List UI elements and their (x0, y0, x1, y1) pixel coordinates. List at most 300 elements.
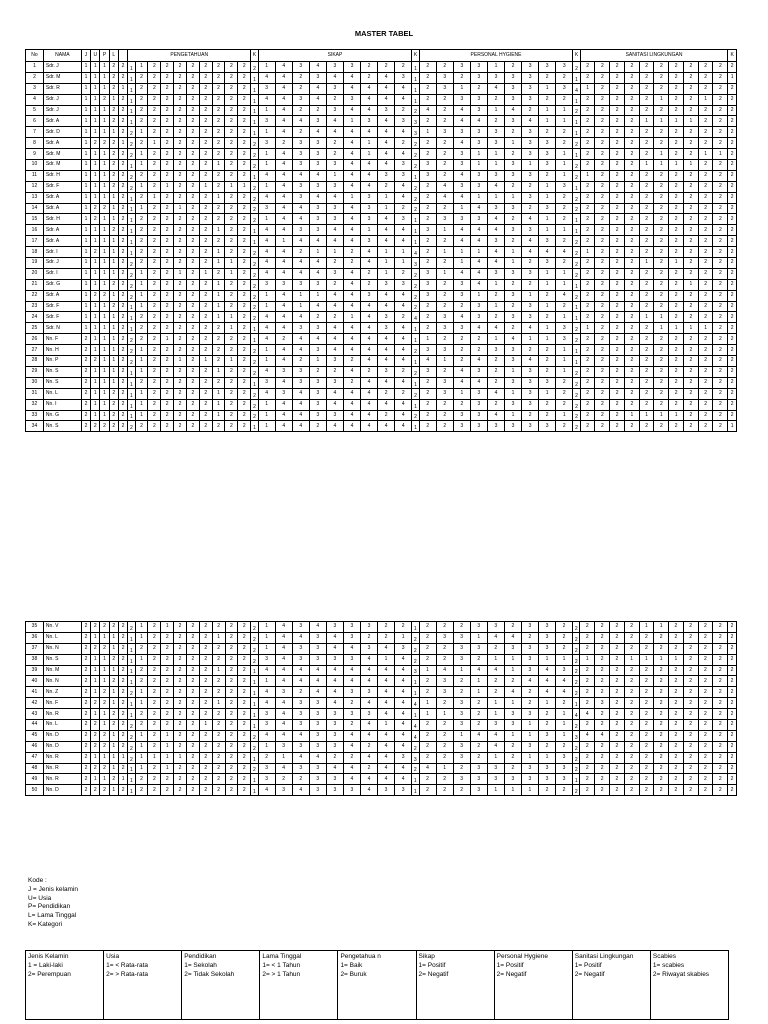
hygiene-score: 2 (419, 632, 436, 643)
sikap-score: 1 (258, 632, 275, 643)
sanitasi-score: 2 (654, 258, 669, 269)
final-category: 2 (728, 752, 737, 763)
sanitasi-score: 1 (669, 258, 684, 269)
demographic-code: 1 (81, 116, 90, 127)
sanitasi-score: 2 (624, 741, 639, 752)
hygiene-score: 3 (470, 127, 487, 138)
sikap-category: 1 (251, 752, 258, 763)
pengetahuan-category: 1 (128, 785, 135, 796)
sanitasi-score: 2 (683, 105, 698, 116)
sanitasi-score: 2 (580, 225, 595, 236)
hygiene-score: 1 (505, 192, 522, 203)
code-key (28, 877, 78, 930)
hygiene-score: 3 (453, 149, 470, 160)
sanitasi-score: 2 (595, 127, 610, 138)
pengetahuan-score: 2 (199, 62, 212, 73)
pengetahuan-score: 2 (161, 192, 174, 203)
sikap-score: 4 (395, 94, 412, 105)
sanitasi-score: 2 (713, 654, 728, 665)
sanitasi-score: 2 (669, 698, 684, 709)
demographic-code: 2 (81, 654, 90, 665)
demographic-code: 2 (118, 377, 127, 388)
sanitasi-score: 2 (654, 279, 669, 290)
row-name: Nn. S (43, 377, 81, 388)
demographic-code: 1 (81, 279, 90, 290)
sikap-score: 2 (343, 752, 360, 763)
sanitasi-score: 2 (713, 160, 728, 171)
pengetahuan-score: 2 (212, 720, 225, 731)
pengetahuan-score: 2 (174, 399, 187, 410)
pengetahuan-score: 2 (212, 752, 225, 763)
pengetahuan-score: 1 (225, 181, 238, 192)
pengetahuan-score: 2 (225, 752, 238, 763)
sikap-score: 4 (361, 356, 378, 367)
pengetahuan-score: 1 (161, 181, 174, 192)
demographic-code: 1 (91, 181, 100, 192)
sanitasi-score: 2 (683, 72, 698, 83)
legend-cell (416, 951, 494, 1020)
demographic-code: 1 (109, 366, 118, 377)
pengetahuan-score: 2 (135, 83, 148, 94)
table-row (26, 421, 737, 432)
pengetahuan-score: 2 (135, 225, 148, 236)
pengetahuan-score: 2 (186, 127, 199, 138)
table-row (26, 94, 737, 105)
hygiene-category: 1 (412, 323, 419, 334)
sanitasi-score: 2 (669, 720, 684, 731)
hygiene-score: 1 (539, 214, 556, 225)
sanitasi-category: 2 (573, 323, 580, 334)
sikap-score: 1 (309, 290, 326, 301)
final-category: 2 (728, 127, 737, 138)
pengetahuan-score: 2 (161, 203, 174, 214)
sanitasi-score: 2 (713, 665, 728, 676)
demographic-code: 2 (81, 720, 90, 731)
row-number: 14 (26, 203, 44, 214)
row-name: Sdr. F (43, 301, 81, 312)
row-number: 30 (26, 377, 44, 388)
hygiene-score: 3 (504, 774, 521, 785)
sanitasi-score: 2 (654, 720, 669, 731)
pengetahuan-score: 2 (148, 399, 161, 410)
hygiene-score: 4 (556, 687, 573, 698)
final-category: 2 (728, 763, 737, 774)
sanitasi-score: 2 (595, 94, 610, 105)
hygiene-score: 3 (436, 312, 453, 323)
pengetahuan-score: 1 (148, 192, 161, 203)
pengetahuan-score: 2 (174, 312, 187, 323)
hygiene-score: 2 (522, 203, 539, 214)
sanitasi-score: 1 (683, 279, 698, 290)
pengetahuan-score: 2 (174, 698, 187, 709)
demographic-code: 1 (91, 258, 100, 269)
sanitasi-score: 2 (595, 366, 610, 377)
demographic-code: 2 (118, 72, 127, 83)
legend-title: Usia (106, 953, 120, 960)
sanitasi-score: 2 (609, 643, 624, 654)
row-number: 50 (26, 785, 44, 796)
hygiene-score: 2 (436, 720, 453, 731)
sanitasi-score: 2 (683, 410, 698, 421)
sanitasi-score: 2 (624, 268, 639, 279)
sanitasi-score: 2 (624, 334, 639, 345)
pengetahuan-score: 1 (225, 312, 238, 323)
sikap-score: 1 (258, 643, 275, 654)
hygiene-category: 2 (412, 203, 419, 214)
demographic-code: 2 (81, 709, 90, 720)
sikap-score: 3 (309, 709, 326, 720)
pengetahuan-score: 2 (238, 116, 251, 127)
hygiene-score: 4 (522, 236, 539, 247)
sikap-score: 4 (275, 214, 292, 225)
hygiene-score: 1 (556, 366, 573, 377)
demographic-code: 2 (118, 334, 127, 345)
pengetahuan-category: 2 (128, 279, 135, 290)
row-name: Sdr. H (43, 214, 81, 225)
sikap-score: 3 (292, 720, 309, 731)
legend-line: 2= Negatif (574, 971, 605, 978)
sanitasi-score: 2 (698, 421, 713, 432)
sikap-score: 2 (395, 388, 412, 399)
sikap-score: 3 (326, 410, 343, 421)
hygiene-score: 4 (419, 763, 436, 774)
hygiene-score: 2 (539, 345, 556, 356)
pengetahuan-score: 2 (199, 279, 212, 290)
sikap-category: 1 (251, 94, 258, 105)
hygiene-score: 1 (556, 709, 573, 720)
sanitasi-score: 2 (624, 160, 639, 171)
hygiene-score: 2 (436, 643, 453, 654)
pengetahuan-score: 2 (148, 160, 161, 171)
pengetahuan-score: 2 (174, 192, 187, 203)
pengetahuan-score: 2 (186, 334, 199, 345)
sikap-score: 3 (292, 192, 309, 203)
hygiene-score: 2 (556, 72, 573, 83)
sikap-score: 4 (309, 192, 326, 203)
sanitasi-score: 2 (595, 377, 610, 388)
sanitasi-score: 2 (669, 388, 684, 399)
hygiene-score: 2 (453, 687, 470, 698)
sanitasi-score: 1 (654, 94, 669, 105)
sanitasi-score: 2 (654, 763, 669, 774)
table-row (26, 214, 737, 225)
pengetahuan-category: 1 (128, 643, 135, 654)
sanitasi-score: 2 (654, 741, 669, 752)
demographic-code: 2 (118, 366, 127, 377)
sanitasi-category: 2 (573, 170, 580, 181)
sanitasi-score: 2 (698, 709, 713, 720)
hygiene-score: 1 (538, 654, 555, 665)
legend-line: 1= < 1 Tahun (262, 962, 301, 969)
sikap-score: 2 (343, 247, 360, 258)
hygiene-score: 3 (470, 62, 487, 73)
table-row (26, 225, 737, 236)
sikap-score: 4 (309, 301, 326, 312)
hygiene-score: 3 (419, 345, 436, 356)
pengetahuan-score: 2 (238, 410, 251, 421)
table-row (26, 149, 737, 160)
sanitasi-category: 2 (573, 421, 580, 432)
hygiene-score: 4 (453, 377, 470, 388)
sikap-score: 4 (292, 632, 309, 643)
sanitasi-category: 4 (573, 83, 580, 94)
row-name: Sdr. M (43, 149, 81, 160)
final-category: 2 (728, 247, 737, 258)
pengetahuan-score: 2 (212, 687, 225, 698)
legend-title: Scabies (652, 953, 676, 960)
demographic-code: 2 (109, 774, 118, 785)
hygiene-score: 3 (521, 741, 538, 752)
sanitasi-score: 2 (595, 160, 610, 171)
hygiene-score: 4 (505, 105, 522, 116)
demographic-code: 2 (81, 622, 90, 633)
demographic-code: 1 (100, 170, 109, 181)
hygiene-score: 3 (556, 181, 573, 192)
sanitasi-score: 2 (683, 127, 698, 138)
table-row (26, 676, 737, 687)
hygiene-score: 3 (539, 236, 556, 247)
hygiene-score: 2 (556, 138, 573, 149)
sikap-category: 1 (251, 377, 258, 388)
sikap-score: 3 (378, 366, 395, 377)
hygiene-score: 1 (487, 192, 504, 203)
pengetahuan-score: 2 (199, 236, 212, 247)
row-name: Sdr. I (43, 247, 81, 258)
pengetahuan-score: 2 (199, 72, 212, 83)
header-pengetahuan: PENGETAHUAN (128, 50, 251, 62)
hygiene-score: 2 (419, 421, 436, 432)
pengetahuan-category: 1 (128, 399, 135, 410)
sikap-score: 4 (361, 388, 378, 399)
sanitasi-score: 2 (595, 421, 610, 432)
hygiene-score: 2 (453, 72, 470, 83)
pengetahuan-score: 2 (238, 268, 251, 279)
demographic-code: 2 (100, 643, 109, 654)
demographic-code: 2 (100, 763, 109, 774)
final-category: 2 (728, 258, 737, 269)
pengetahuan-score: 2 (161, 138, 174, 149)
sikap-category: 1 (251, 225, 258, 236)
hygiene-score: 3 (556, 62, 573, 73)
demographic-code: 2 (118, 709, 127, 720)
demographic-code: 2 (100, 94, 109, 105)
sikap-score: 3 (258, 720, 275, 731)
pengetahuan-score: 2 (225, 665, 238, 676)
sanitasi-score: 2 (698, 225, 713, 236)
pengetahuan-score: 2 (199, 247, 212, 258)
sanitasi-score: 2 (595, 138, 610, 149)
pengetahuan-score: 2 (186, 138, 199, 149)
sanitasi-score: 2 (624, 785, 639, 796)
hygiene-score: 1 (556, 170, 573, 181)
sanitasi-score: 2 (713, 730, 728, 741)
hygiene-score: 2 (419, 654, 436, 665)
pengetahuan-score: 2 (135, 676, 148, 687)
final-category: 2 (728, 94, 737, 105)
row-name: Nn. P (43, 356, 81, 367)
sanitasi-category: 2 (573, 268, 580, 279)
sanitasi-score: 2 (624, 687, 639, 698)
sikap-score: 3 (326, 62, 343, 73)
sikap-score: 4 (309, 258, 326, 269)
demographic-code: 2 (100, 138, 109, 149)
row-number: 2 (26, 72, 44, 83)
sanitasi-score: 2 (639, 72, 654, 83)
sikap-category: 1 (251, 170, 258, 181)
pengetahuan-score: 2 (225, 720, 238, 731)
hygiene-score: 2 (504, 752, 521, 763)
sanitasi-score: 1 (639, 160, 654, 171)
demographic-code: 1 (81, 94, 90, 105)
sanitasi-score: 2 (624, 366, 639, 377)
hygiene-score: 1 (487, 709, 504, 720)
sikap-score: 3 (258, 709, 275, 720)
hygiene-score: 2 (487, 687, 504, 698)
demographic-code: 1 (91, 676, 100, 687)
row-name: Nn. M (43, 665, 81, 676)
pengetahuan-score: 2 (186, 421, 199, 432)
sanitasi-score: 2 (639, 236, 654, 247)
sanitasi-score: 2 (624, 709, 639, 720)
sikap-score: 3 (309, 203, 326, 214)
sikap-score: 4 (343, 279, 360, 290)
pengetahuan-score: 2 (212, 94, 225, 105)
demographic-code: 2 (118, 399, 127, 410)
demographic-code: 1 (91, 334, 100, 345)
sanitasi-score: 2 (698, 622, 713, 633)
sikap-score: 4 (275, 149, 292, 160)
code-key-line: U= Usia (28, 894, 52, 902)
demographic-code: 1 (109, 236, 118, 247)
demographic-code: 2 (81, 676, 90, 687)
pengetahuan-score: 2 (186, 643, 199, 654)
hygiene-score: 1 (556, 160, 573, 171)
hygiene-score: 4 (556, 290, 573, 301)
sanitasi-category: 4 (573, 709, 580, 720)
final-category: 2 (728, 181, 737, 192)
demographic-code: 1 (100, 279, 109, 290)
sanitasi-score: 2 (580, 192, 595, 203)
hygiene-score: 2 (538, 720, 555, 731)
demographic-code: 1 (91, 709, 100, 720)
row-number: 31 (26, 388, 44, 399)
sanitasi-score: 2 (580, 421, 595, 432)
demographic-code: 1 (100, 181, 109, 192)
sikap-score: 4 (343, 388, 360, 399)
pengetahuan-score: 2 (199, 94, 212, 105)
sikap-score: 4 (326, 643, 343, 654)
hygiene-score: 2 (419, 410, 436, 421)
pengetahuan-score: 2 (174, 181, 187, 192)
row-name: Sdr. A (43, 192, 81, 203)
sanitasi-score: 2 (639, 687, 654, 698)
pengetahuan-score: 2 (199, 116, 212, 127)
sanitasi-score: 2 (595, 301, 610, 312)
demographic-code: 1 (81, 127, 90, 138)
pengetahuan-score: 2 (174, 72, 187, 83)
demographic-code: 2 (118, 421, 127, 432)
hygiene-score: 2 (505, 301, 522, 312)
pengetahuan-score: 2 (148, 83, 161, 94)
hygiene-score: 4 (522, 323, 539, 334)
hygiene-score: 2 (419, 720, 436, 731)
hygiene-score: 1 (556, 116, 573, 127)
sikap-score: 3 (378, 323, 395, 334)
row-number: 15 (26, 214, 44, 225)
sanitasi-score: 2 (698, 687, 713, 698)
sanitasi-score: 2 (639, 149, 654, 160)
pengetahuan-score: 2 (225, 709, 238, 720)
sikap-score: 4 (326, 632, 343, 643)
pengetahuan-score: 2 (186, 632, 199, 643)
hygiene-score: 3 (505, 72, 522, 83)
demographic-code: 2 (91, 730, 100, 741)
demographic-code: 1 (100, 62, 109, 73)
demographic-code: 2 (109, 709, 118, 720)
sanitasi-score: 2 (609, 665, 624, 676)
sanitasi-score: 2 (639, 334, 654, 345)
sikap-score: 4 (361, 410, 378, 421)
sikap-score: 4 (275, 72, 292, 83)
final-category: 2 (728, 654, 737, 665)
hygiene-score: 2 (556, 94, 573, 105)
pengetahuan-score: 2 (199, 301, 212, 312)
hygiene-score: 2 (419, 752, 436, 763)
row-number: 48 (26, 763, 44, 774)
sanitasi-score: 2 (610, 323, 625, 334)
row-number: 33 (26, 410, 44, 421)
pengetahuan-score: 2 (212, 149, 225, 160)
row-name: Nn. D (43, 730, 81, 741)
sikap-category: 2 (251, 622, 258, 633)
hygiene-score: 2 (436, 236, 453, 247)
pengetahuan-score: 2 (199, 730, 212, 741)
sanitasi-score: 2 (683, 785, 698, 796)
legend-title: Lama Tinggal (262, 953, 302, 960)
demographic-code: 2 (81, 366, 90, 377)
sikap-score: 1 (395, 258, 412, 269)
pengetahuan-score: 2 (161, 236, 174, 247)
sikap-score: 3 (309, 149, 326, 160)
hygiene-score: 3 (505, 94, 522, 105)
hygiene-score: 3 (504, 643, 521, 654)
sanitasi-score: 2 (698, 301, 713, 312)
pengetahuan-score: 2 (135, 377, 148, 388)
hygiene-score: 3 (504, 720, 521, 731)
sanitasi-score: 2 (669, 687, 684, 698)
pengetahuan-score: 2 (174, 83, 187, 94)
legend-line: 2= Buruk (340, 971, 367, 978)
sanitasi-score: 2 (610, 312, 625, 323)
hygiene-score: 3 (538, 643, 555, 654)
hygiene-score: 2 (522, 345, 539, 356)
pengetahuan-score: 2 (186, 225, 199, 236)
sanitasi-score: 2 (698, 116, 713, 127)
sanitasi-score: 2 (713, 94, 728, 105)
hygiene-score: 3 (487, 774, 504, 785)
pengetahuan-category: 1 (128, 709, 135, 720)
sikap-score: 4 (378, 149, 395, 160)
hygiene-score: 3 (505, 312, 522, 323)
sanitasi-score: 2 (624, 170, 639, 181)
hygiene-score: 2 (521, 632, 538, 643)
sikap-score: 2 (292, 687, 309, 698)
sanitasi-score: 4 (580, 730, 595, 741)
sanitasi-score: 2 (698, 160, 713, 171)
sikap-score: 4 (395, 83, 412, 94)
hygiene-score: 3 (522, 149, 539, 160)
hygiene-score: 3 (470, 366, 487, 377)
